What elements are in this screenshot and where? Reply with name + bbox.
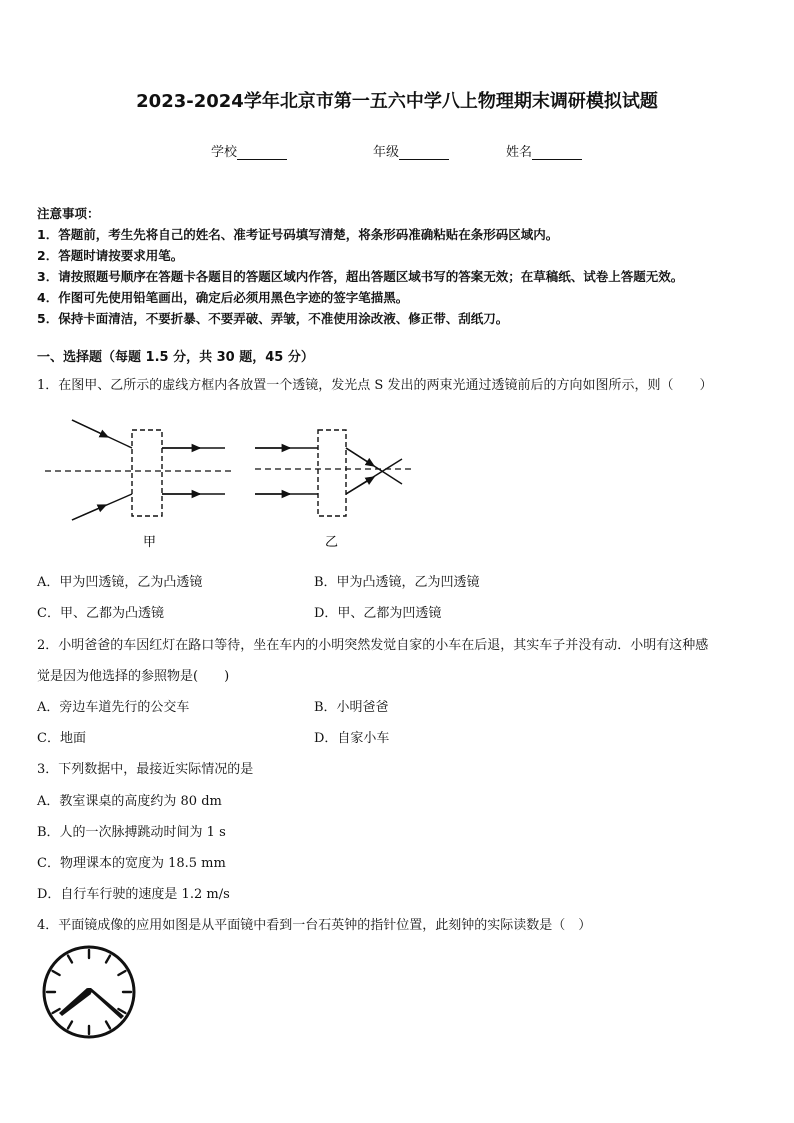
figure-a [45, 420, 235, 520]
name-field [506, 141, 582, 160]
name-blank [532, 145, 582, 160]
notes-item: 2．答题时请按要求用笔。 [37, 248, 184, 263]
question-2-stem-line1: 2．小明爸爸的车因红灯在路口等待，坐在车内的小明突然发觉自家的小车在后退，其实车子并没有动．小明有这种感 [37, 638, 709, 653]
section-heading: 一、选择题（每题 1.5 分，共 30 题，45 分） [37, 350, 314, 365]
school-blank [237, 145, 287, 160]
notes-item: 3．请按照题号顺序在答题卡各题目的答题区域内作答，超出答题区域书写的答案无效；在草稿纸、试卷上答题无效。 [37, 269, 684, 284]
notes-item: 1．答题前，考生先将自己的姓名、准考证号码填写清楚，将条形码准确粘贴在条形码区域内。 [37, 227, 559, 242]
q3-option-a: A．教室课桌的高度约为 80 dm [37, 794, 222, 809]
school-field [211, 141, 287, 160]
clock-hands [59, 988, 124, 1019]
q3-option-b: B．人的一次脉搏跳动时间为 1 s [37, 825, 226, 840]
school-label: 学校 [211, 145, 238, 160]
q1-option-d: D．甲、乙都为凹透镜 [314, 606, 442, 621]
question-1-stem: 1．在图甲、乙所示的虚线方框内各放置一个透镜，发光点 S 发出的两束光通过透镜前后的方向如图所示，则（ ） [37, 378, 713, 393]
notes-item: 5．保持卡面清洁，不要折暴、不要弄破、弄皱，不准使用涂改液、修正带、刮纸刀。 [37, 311, 509, 326]
grade-label: 年级 [373, 145, 400, 160]
grade-blank [399, 145, 449, 160]
question-2-stem-line2: 觉是因为他选择的参照物是( ) [37, 669, 230, 684]
question-3-stem: 3．下列数据中，最接近实际情况的是 [37, 762, 254, 777]
q1-option-b: B．甲为凸透镜，乙为凹透镜 [314, 575, 480, 590]
q3-option-d: D．自行车行驶的速度是 1.2 m/s [37, 887, 230, 902]
name-label: 姓名 [506, 145, 533, 160]
figure-a-label: 甲 [143, 535, 157, 550]
figure-b-label: 乙 [325, 535, 339, 550]
q1-option-a: A．甲为凹透镜，乙为凸透镜 [37, 575, 203, 590]
clock-figure [38, 944, 140, 1040]
q2-option-b: B．小明爸爸 [314, 700, 389, 715]
q2-option-d: D．自家小车 [314, 731, 390, 746]
q2-option-c: C．地面 [37, 731, 86, 746]
q3-option-c: C．物理课本的宽度为 18.5 mm [37, 856, 226, 871]
question-4-stem: 4．平面镜成像的应用如图是从平面镜中看到一台石英钟的指针位置，此刻钟的实际读数是（ ） [37, 918, 592, 933]
notes-item: 4．作图可先使用铅笔画出，确定后必须用黑色字迹的签字笔描黑。 [37, 290, 409, 305]
q2-option-a: A．旁边车道先行的公交车 [37, 700, 190, 715]
grade-field [373, 141, 449, 160]
q1-option-c: C．甲、乙都为凸透镜 [37, 606, 164, 621]
notes-heading: 注意事项： [37, 206, 100, 221]
page-title: 2023-2024学年北京市第一五六中学八上物理期末调研模拟试题 [136, 91, 658, 112]
notes-block [37, 203, 683, 329]
lens-figure [40, 412, 420, 552]
figure-b [255, 430, 412, 516]
